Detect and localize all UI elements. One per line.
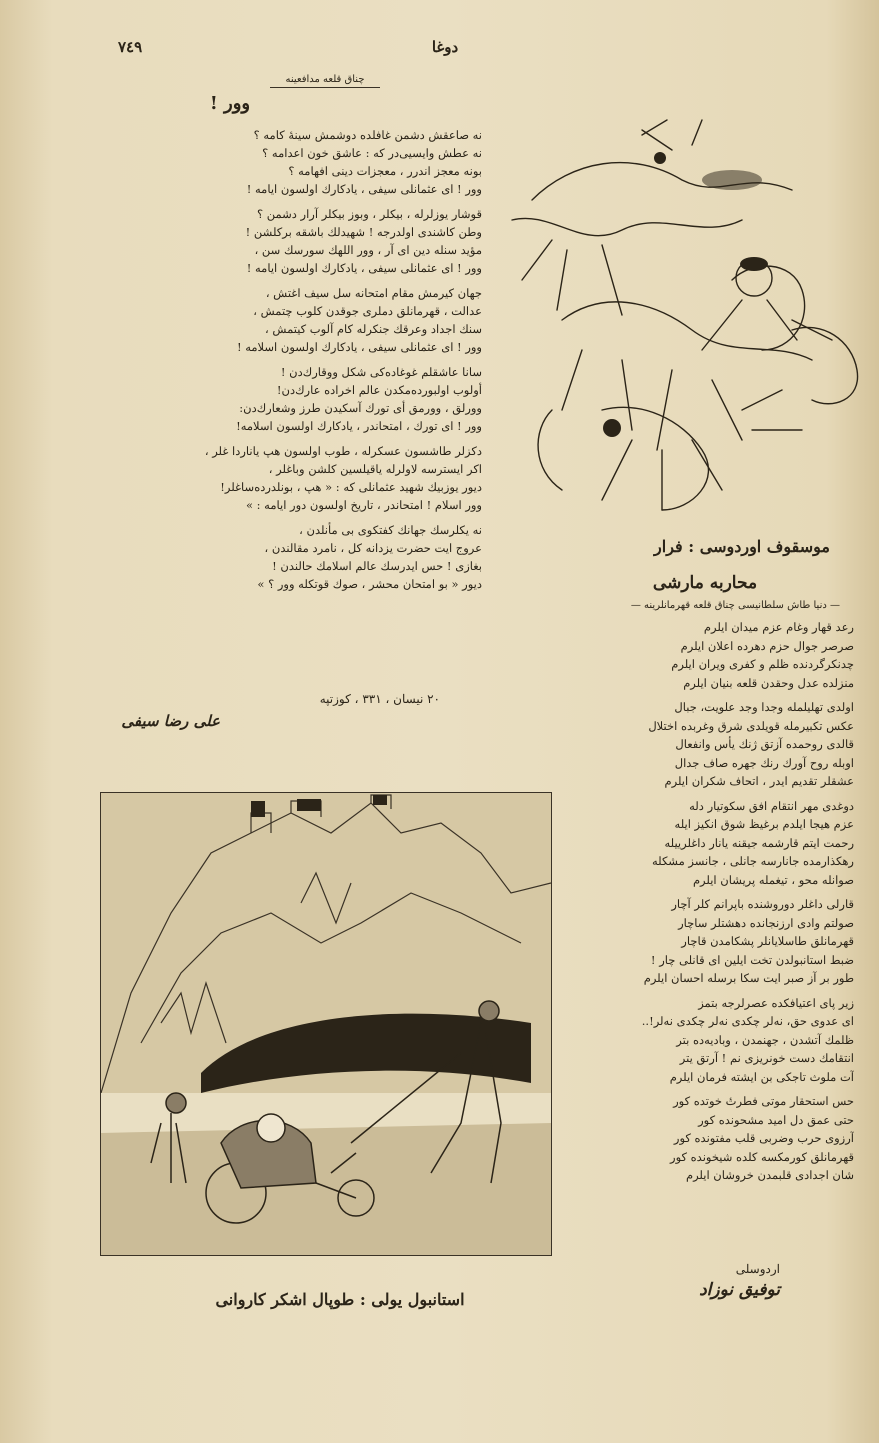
stanza [572,1092,854,1185]
stanza [572,895,854,988]
verse-line: نه یكلرسك جهانك كفتكوی بی مأنلدن ، [299,523,482,537]
stanza [112,205,482,277]
verse-line: رعد قهار وغام عزم میدان ایلرم [703,620,854,634]
verse-line: رهكذارمده جانارسه جانلی ، جانسز مشكله [651,854,854,868]
stanza [572,618,854,692]
verse-line: عكس تكبیرمله قویلدی شرق وغربده اختلال [648,718,854,733]
verse-line: مؤید سنله دین ای آر ، وور اللهك سورسك سن ، [254,243,482,257]
verse-line: رحمت ایتم قارشمه جیقنه یانار داغلرییله [664,835,854,850]
stanza [112,126,482,198]
verse-line: أولوب اولبورده‌مكدن عالم اخراده عارك‌دن! [276,383,482,397]
verse-line: آت ملوث تاجكی بن ایشته فرمان ایلرم [669,1069,854,1084]
verse-line: عشقلر تقدیم ایدر ، اتحاف شكران ایلرم [664,774,854,788]
verse-line: ای عدوی حق، نه‌لر چكدی نه‌لر چكدی نه‌لر!.. [641,1014,854,1028]
stanza [112,442,482,514]
poem-date: ٢٠ نیسان ، ٣٣١ ، كوزتپه [319,692,440,706]
verse-line: حس استحقار موتی فطرتٔ خوتده كور [673,1094,854,1108]
verse-line: صوانله محو ، تیغمله پریشان ایلرم [692,872,854,887]
verse-line: وورلق ، وورمق أی تورك آسكیدن طرز وشعارك‌دن: [239,401,482,415]
poem-kicker: چناق قلعه مدافعینه [270,74,380,88]
verse-line: اولدی تهلیلمله وجدا وجد علویت، جبال [674,700,854,714]
verse-line: منزلده عدل وحقدن قلعه بنیان ایلرم [683,675,854,690]
verse-line: صرصر جوال حزم دهرده اعلان ایلرم [680,638,854,653]
verse-line: شان اجدادی قلبمدن خروشان ایلرم [685,1168,854,1182]
verse-line: وور ! ای عثمانلی سیفی ، یادكارك اولسون ایامه ! [246,182,482,196]
verse-line: بغازی ! حس ایدرسك عالم اسلامك حالندن ! [272,559,482,573]
verse-line: نه صاعقش دشمن غافلده دوشمش سینهٔ كامه ؟ [253,128,482,142]
stanza [112,363,482,435]
verse-line: قارلی داغلر دوروشنده باپرانم كلر آچار [671,897,854,911]
journal-name: دوغا [431,38,459,56]
stanza [572,797,854,890]
verse-line: انتقامك دست خونریزی نم ! آرتق یتر [679,1051,854,1065]
verse-line: ظلمك آتشدن ، جهنمدن ، وبادیه‌ده بتر [676,1032,854,1047]
verse-line: چدنكرگردنده ظلم و كفری ویران ایلرم [671,657,854,671]
verse-line: نه عطش وایسیی‌در که : عاشق خون اعدامه ؟ [262,146,482,160]
march-dedication: — دنیا طاش سلطانیسی چناق قلعه قهرمانلرینه — [630,600,840,611]
caravan-caption: استانبول یولی : طوپال اشكر كاروانی [215,1290,465,1309]
verse-line: قهرمانلق طاسلایانلر پشكامدن قاچار [681,934,854,948]
poem-body [112,126,482,600]
stanza [572,698,854,791]
stanza [112,284,482,356]
verse-line: وور ! ای عثمانلی سیفی ، یادكارك اولسون ایامه ! [246,261,482,275]
verse-line: عزم هیجا ایلدم برغیظ شوق انكیز ایله [674,817,854,831]
verse-line: دوغدی مهر انتقام افق سكوتیار دله [689,798,854,813]
poem-title: وور ! [209,93,251,114]
verse-line: اوبله روح آورك رنك جهره صاف جدال [674,755,854,770]
caravan-drawing [101,793,551,1255]
poem-signature: علی رضا سیفی [121,712,220,730]
verse-line: حتی عمق دل امید مشحونده كور [698,1112,854,1127]
verse-line: وور ! ای تورك ، امتحاندر ، یادكارك اولسون اسلامه! [236,419,482,433]
verse-line: زیر پای اعتیافكده عصرلرجه بتمز [698,995,854,1010]
verse-line: بونه معجز اندرر ، معجزات دینی افهامه ؟ [288,164,482,178]
stanza [572,994,854,1087]
verse-line: آرزوی حرب وضربی قلب مفتونده كور [673,1131,854,1145]
verse-line: صولتم وادی ارزنجانده دهشتلر ساچار [678,915,854,930]
cavalry-illustration [492,110,864,525]
verse-line: عروج ایت حضرت یزدانه كل ، نامرد مقالندن ، [264,541,482,555]
march-body [572,618,854,1191]
verse-line: وور اسلام ! امتحاندر ، تاریخ اولسون دور ایامه : » [245,498,482,512]
page-number: ٧٤٩ [118,38,143,56]
verse-line: طور بر آز صبر ایت سكا برسله احسان ایلرم [643,971,854,985]
march-signature: توفیق نوزاد [699,1280,780,1300]
verse-line: وطن كاشندی اولدرجه ! شهیدلك باشقه بركلشن ! [245,225,482,239]
march-location: اردوسلی [735,1262,780,1276]
stanza [112,521,482,593]
verse-line: ضبط استانبولدن تخت ایلین ای قانلی چار ! [650,952,854,967]
verse-line: سانا عاشقلم غوغاده‌كی شكل ووقارك‌دن ! [280,365,482,379]
verse-line: سنك اجداد وعرقك جنكرله كام آلوب كیتمش ، [265,322,482,336]
verse-line: قهرمانلق كورمكسه كلده شیخونده كور [670,1149,854,1164]
verse-line: قوشار یوزلرله ، بیكلر ، وبوز بیكلر آرار دشمن ؟ [256,207,482,221]
verse-line: جهان كیرمش مقام امتحانه سل سیف اغتش ، [265,286,482,300]
verse-line: اكر ایسترسه لاولرله یاقیلسین كلشن وباغلر ، [268,462,482,476]
verse-line: دیور یوزبیك شهید عثمانلی كه : « هپ ، بونلدرده‌ساغلر! [220,480,482,494]
cavalry-drawing [492,110,864,525]
verse-line: وور ! ای عثمانلی سیفی ، یادكارك اولسون اسلامه ! [236,340,482,354]
verse-line: دیور « بو امتحان محشر ، صوك قوتكله وور ؟ » [257,577,482,591]
verse-line: دكزلر طاشسون عسكرله ، طوب اولسون هپ یاناردا غلر ، [204,444,482,458]
verse-line: قالدی روحمده آزتق ژنك یأس وانفعال [675,737,854,751]
verse-line: عدالت ، قهرمانلق دملری جوقدن كلوب چتمش ، [253,304,482,318]
march-title: محاربه مارشی [652,573,758,593]
caravan-illustration [100,792,552,1256]
cavalry-caption: موسقوف اوردوسی : فرار [654,537,830,556]
